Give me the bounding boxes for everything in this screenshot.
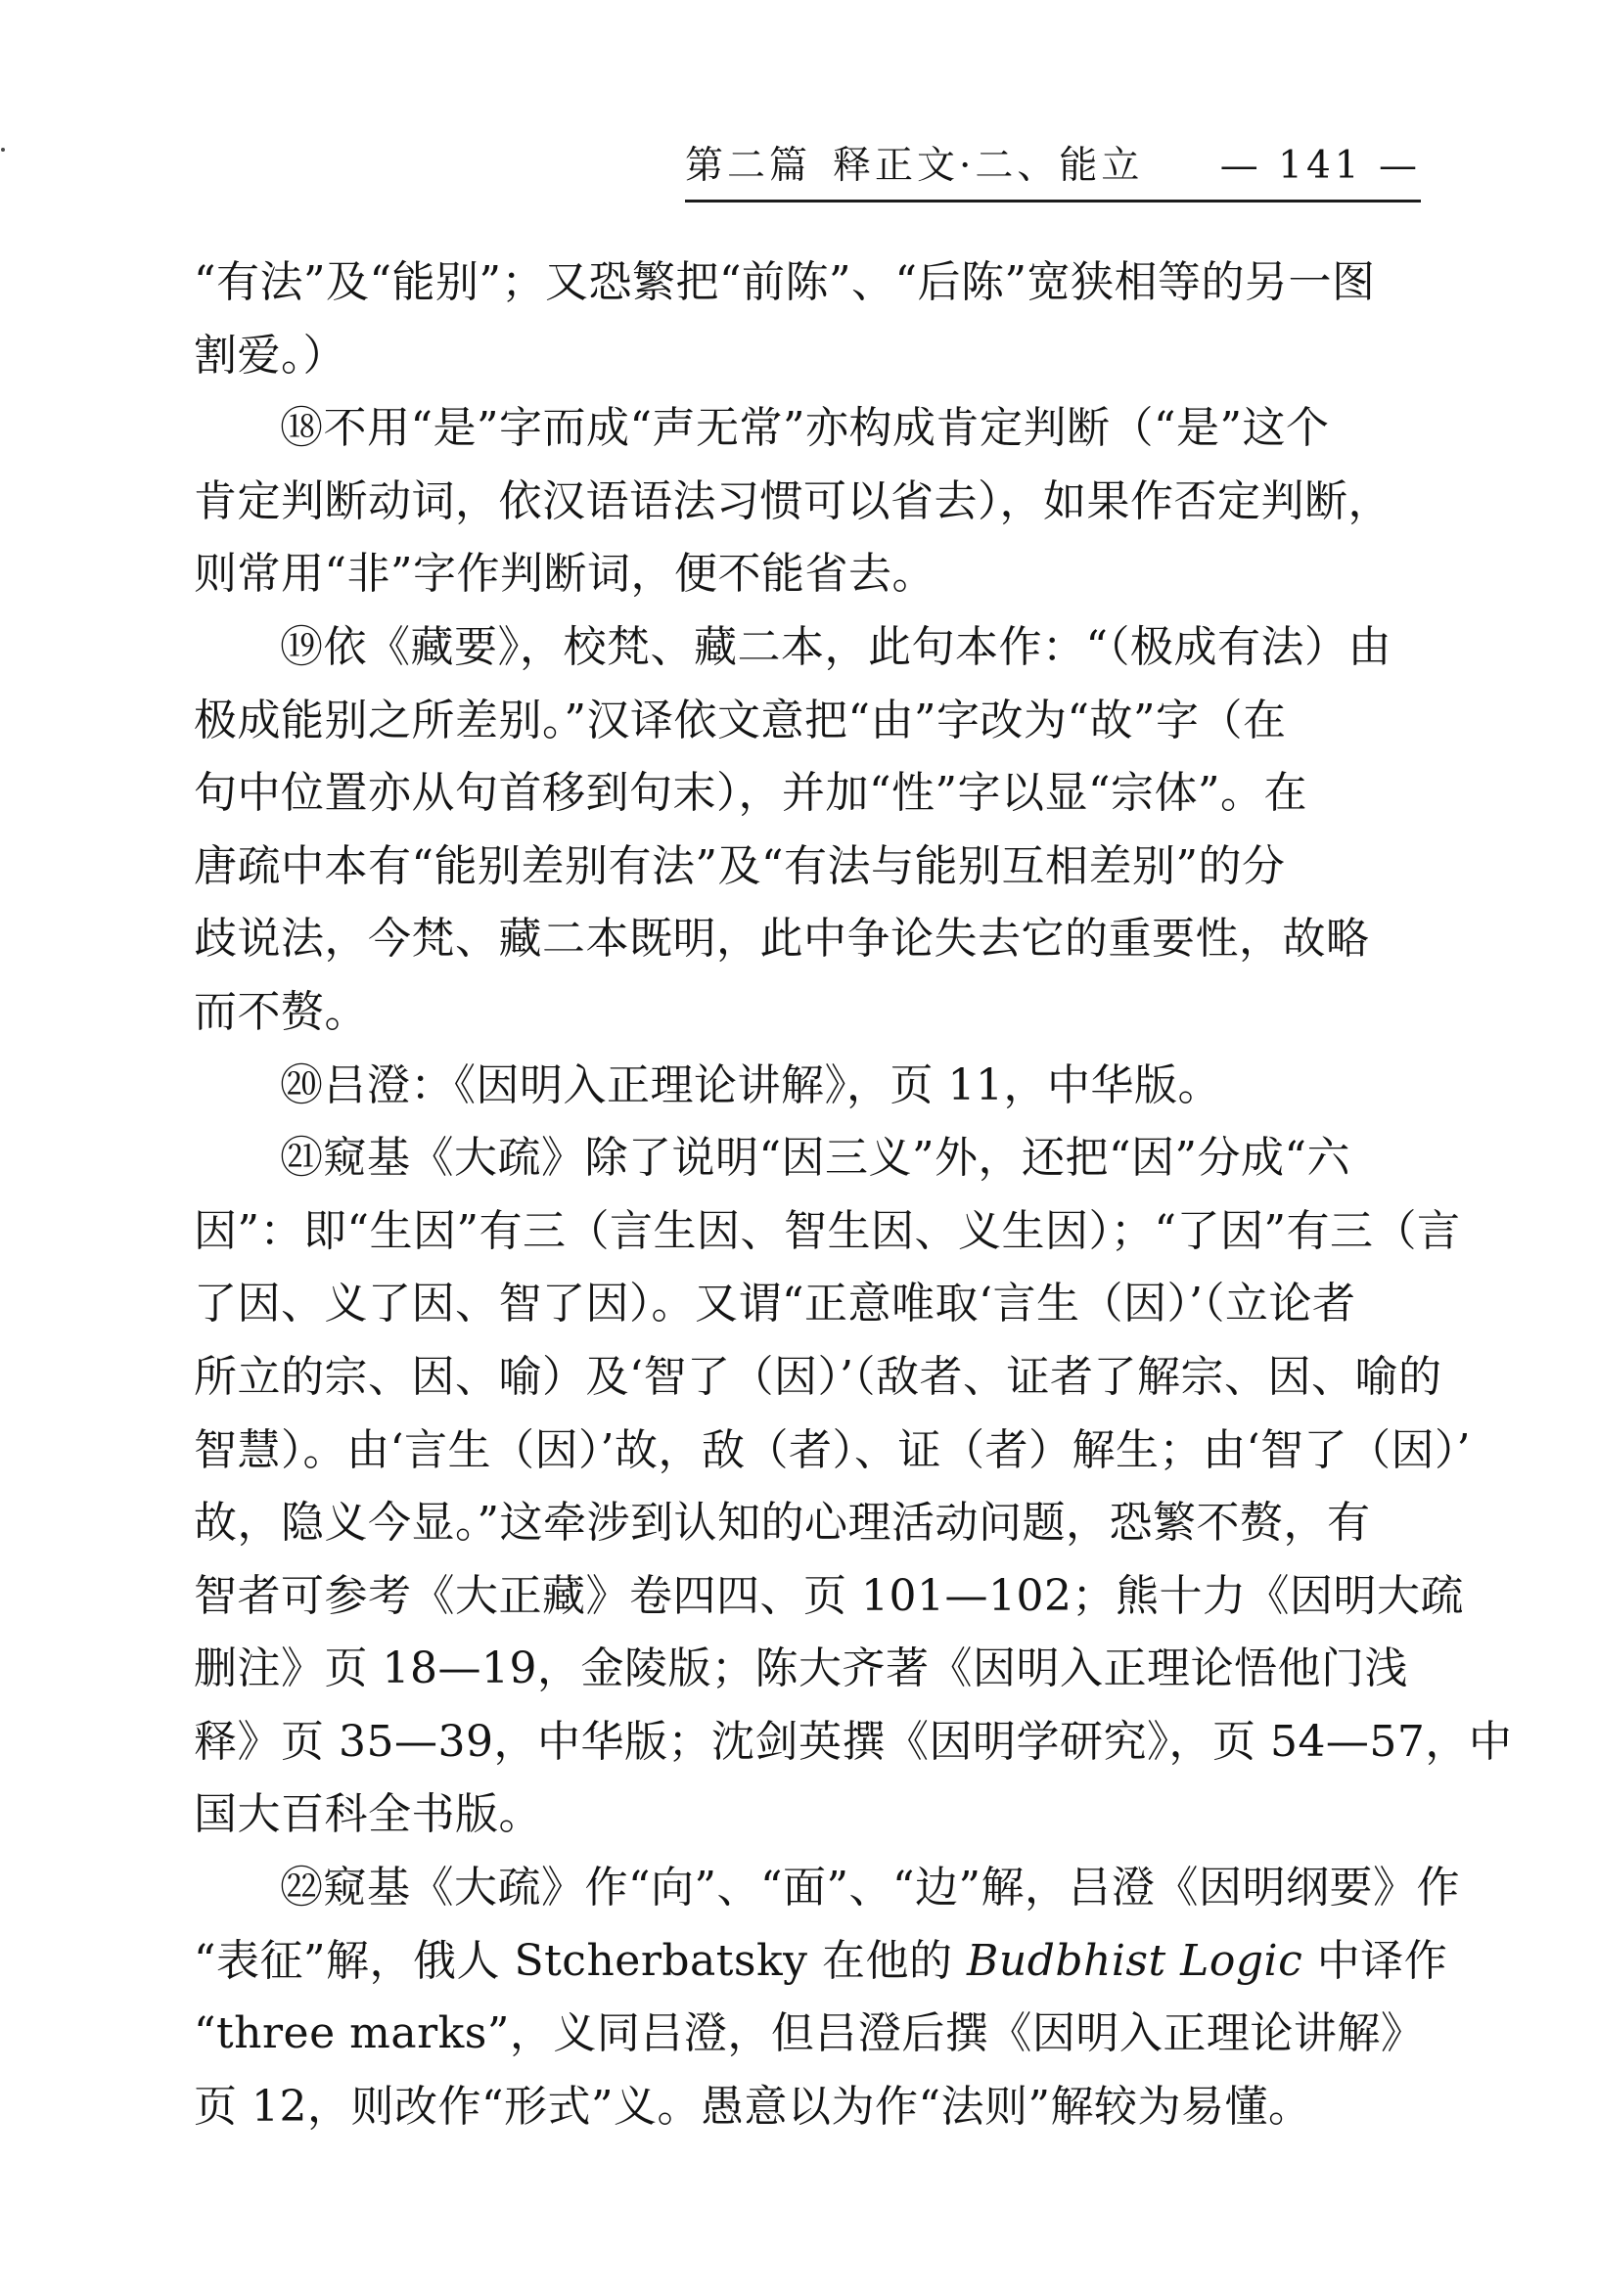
- text-line-footnote-19: ⑲依《藏要》，校梵、藏二本，此句本作：“（极成有法）由: [280, 621, 1392, 672]
- text-line: 智者可参考《大正藏》卷四四、页 101—102；熊十力《因明大疏: [194, 1570, 1464, 1621]
- header-title-group: [685, 143, 1143, 190]
- running-header: [685, 143, 1421, 203]
- text-segment: “表征”解，俄人 Stcherbatsky 在他的: [194, 1935, 968, 1986]
- header-chapter-title: 释正文·二、能立: [833, 144, 1144, 188]
- text-line: 释》页 35—39，中华版；沈剑英撰《因明学研究》，页 54—57，中: [194, 1716, 1513, 1767]
- text-line: 歧说法，今梵、藏二本既明，此中争论失去它的重要性，故略: [194, 914, 1370, 965]
- text-line-footnote-22: ㉒窥基《大疏》作“向”、“面”、“边”解，吕澄《因明纲要》作: [280, 1863, 1460, 1913]
- text-line: 删注》页 18—19，金陵版；陈大齐著《因明入正理论悟他门浅: [194, 1643, 1408, 1694]
- text-line: 唐疏中本有“能别差别有法”及“有法与能别互相差别”的分: [194, 840, 1286, 891]
- text-line-footnote-18: ⑱不用“是”字而成“声无常”亦构成肯定判断（“是”这个: [280, 403, 1330, 454]
- header-page-number: — 141 —: [1219, 144, 1421, 188]
- text-line: 智慧）。由‘言生（因）’故，敌（者）、证（者）解生；由‘智了（因）’: [194, 1424, 1471, 1475]
- text-line: 因”：即“生因”有三（言生因、智生因、义生因）；“了因”有三（言: [194, 1205, 1461, 1256]
- text-line: 句中位置亦从句首移到句末），并加“性”字以显“宗体”。在: [194, 768, 1307, 819]
- text-line: 了因、义了因、智了因）。又谓“正意唯取‘言生（因）’（立论者: [194, 1279, 1356, 1329]
- text-line: 国大百科全书版。: [194, 1789, 542, 1840]
- text-line-footnote-21: ㉑窥基《大疏》除了说明“因三义”外，还把“因”分成“六: [280, 1133, 1350, 1184]
- text-line-footnote-20: ⑳吕澄：《因明入正理论讲解》，页 11，中华版。: [280, 1059, 1221, 1110]
- header-section-label: 第二篇: [685, 144, 812, 188]
- text-segment: 中译作: [1316, 1935, 1448, 1986]
- text-line: 则常用“非”字作判断词，便不能省去。: [194, 549, 935, 600]
- scan-artifact-dot: [1, 148, 5, 152]
- text-line: “three marks”，义同吕澄，但吕澄后撰《因明入正理论讲解》: [194, 2008, 1425, 2059]
- text-segment-italic-book-title: Budbhist Logic: [967, 1935, 1303, 1986]
- text-line: “有法”及“能别”；又恐繁把“前陈”、“后陈”宽狭相等的另一图: [194, 257, 1376, 307]
- text-line: 而不赘。: [194, 986, 368, 1037]
- text-line: 所立的宗、因、喻）及‘智了（因）’（敌者、证者了解宗、因、喻的: [194, 1351, 1442, 1402]
- footnotes-text-block: [194, 247, 1513, 2143]
- text-line: 故，隐义今显。”这牵涉到认知的心理活动问题，恐繁不赘，有: [194, 1498, 1371, 1549]
- text-line: 肯定判断动词，依汉语语法习惯可以省去），如果作否定判断，: [194, 475, 1392, 526]
- text-line: 割爱。）: [194, 330, 346, 381]
- text-line-with-italic: [194, 1925, 1448, 1999]
- text-line: 极成能别之所差别。”汉译依文意把“由”字改为“故”字（在: [194, 695, 1287, 745]
- text-line: 页 12，则改作“形式”义。愚意以为作“法则”解较为易懂。: [194, 2081, 1312, 2132]
